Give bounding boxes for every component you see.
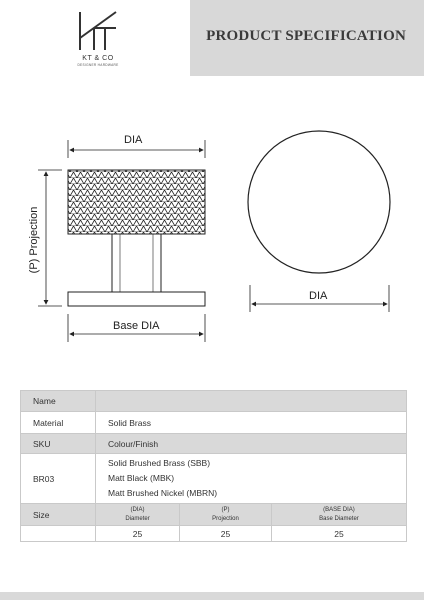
- knob-base: [68, 292, 205, 306]
- finish-item: Matt Black (MBK): [108, 473, 175, 483]
- knob-head: [68, 170, 205, 234]
- table-row: [21, 504, 407, 526]
- table-row: [21, 412, 407, 434]
- material-value: Solid Brass: [96, 412, 407, 434]
- projection-label: (P) Projection: [28, 206, 40, 274]
- finish-item: Matt Brushed Nickel (MBRN): [108, 488, 218, 498]
- size-value-base-dia: 25: [271, 526, 406, 542]
- sku-label: SKU: [21, 434, 96, 454]
- size-label: Size: [21, 504, 96, 526]
- table-row: [21, 454, 407, 504]
- table-row: [21, 526, 407, 542]
- product-code: BR03: [21, 454, 96, 504]
- logo-tagline: DESIGNER HARDWARE: [77, 63, 119, 67]
- page-title: PRODUCT SPECIFICATION: [206, 28, 406, 44]
- kt-logo-icon: [76, 10, 120, 52]
- title-banner: [190, 0, 424, 76]
- name-value: [96, 391, 407, 412]
- footer-bar: [0, 592, 424, 600]
- size-header-base-dia: (BASE DIA) Base Diameter: [271, 504, 406, 526]
- material-label: Material: [21, 412, 96, 434]
- size-value-projection: 25: [180, 526, 272, 542]
- table-row: [21, 434, 407, 454]
- dia-label-top: DIA: [124, 134, 143, 146]
- base-dia-label: Base DIA: [113, 320, 160, 332]
- knob-front-view: [248, 131, 390, 273]
- dia-label-side: DIA: [309, 290, 328, 302]
- size-value-dia: 25: [96, 526, 180, 542]
- spec-table: [20, 390, 407, 542]
- name-label: Name: [21, 391, 96, 412]
- sku-value: Colour/Finish: [96, 434, 407, 454]
- logo-name: KT & CO: [82, 55, 114, 62]
- knob-stem: [112, 234, 161, 292]
- size-header-projection: (P) Projection: [180, 504, 272, 526]
- drawing-svg: [0, 100, 424, 360]
- finish-item: Solid Brushed Brass (SBB): [108, 458, 211, 468]
- finish-list: [96, 454, 407, 504]
- table-row: [21, 391, 407, 412]
- header: [0, 0, 424, 76]
- size-header-dia: (DIA) Diameter: [96, 504, 180, 526]
- technical-drawing: [0, 100, 424, 360]
- logo: [0, 0, 190, 76]
